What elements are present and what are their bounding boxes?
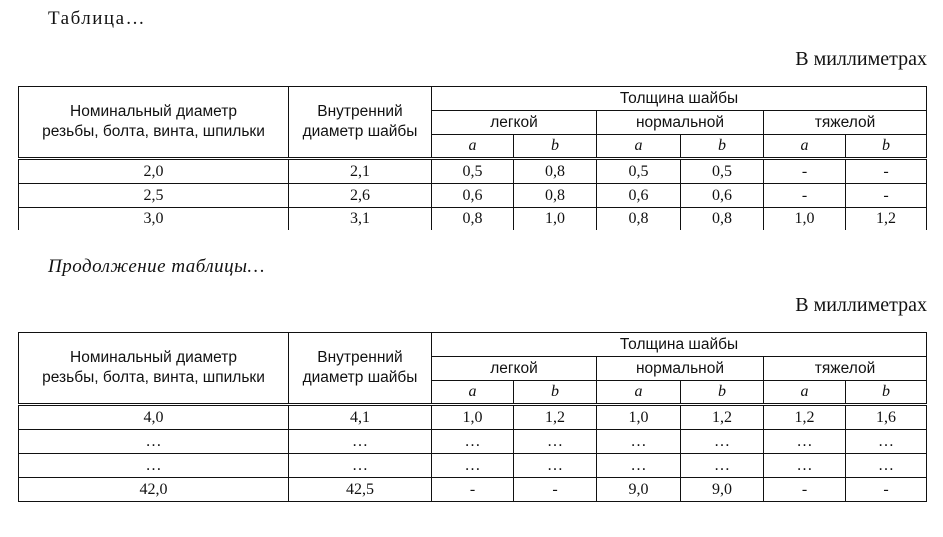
header-sub-b: b bbox=[846, 135, 927, 159]
header-group-normal: нормальной bbox=[597, 357, 764, 381]
header-sub-a: a bbox=[764, 135, 846, 159]
header-sub-a: a bbox=[764, 381, 846, 405]
header-group-heavy: тяжелой bbox=[764, 111, 927, 135]
table-cell: … bbox=[289, 430, 432, 454]
table-cell: 1,0 bbox=[597, 405, 681, 430]
table-cell: - bbox=[764, 159, 846, 184]
table-row bbox=[19, 208, 927, 231]
table-cell: 3,0 bbox=[19, 208, 289, 231]
table-cell: - bbox=[846, 184, 927, 208]
units-label: В миллиметрах bbox=[795, 48, 927, 70]
table-cell: 0,5 bbox=[681, 159, 764, 184]
header-thickness: Толщина шайбы bbox=[432, 333, 927, 357]
table-caption: Таблица… bbox=[48, 8, 147, 29]
header-sub-b: b bbox=[514, 135, 597, 159]
table-cell: 4,0 bbox=[19, 405, 289, 430]
header-sub-a: a bbox=[597, 381, 681, 405]
table-cell: 0,8 bbox=[432, 208, 514, 231]
table-cell: 0,5 bbox=[432, 159, 514, 184]
table-cell: 1,2 bbox=[514, 405, 597, 430]
header-group-light: легкой bbox=[432, 111, 597, 135]
header-sub-b: b bbox=[681, 135, 764, 159]
table-cell: 2,0 bbox=[19, 159, 289, 184]
table-cell: 0,6 bbox=[597, 184, 681, 208]
table-cell: … bbox=[681, 430, 764, 454]
table-cell: 0,8 bbox=[681, 208, 764, 231]
header-sub-b: b bbox=[514, 381, 597, 405]
table-cell: - bbox=[846, 478, 927, 502]
header-group-normal: нормальной bbox=[597, 111, 764, 135]
header-sub-b: b bbox=[681, 381, 764, 405]
header-inner-diameter: Внутренний диаметр шайбы bbox=[289, 87, 432, 159]
table-cell: - bbox=[846, 159, 927, 184]
units-label: В миллиметрах bbox=[795, 294, 927, 316]
table-cell: 0,8 bbox=[514, 184, 597, 208]
table-cell: … bbox=[846, 454, 927, 478]
header-inner-diameter: Внутренний диаметр шайбы bbox=[289, 333, 432, 405]
header-thickness: Толщина шайбы bbox=[432, 87, 927, 111]
table-cell: 1,0 bbox=[432, 405, 514, 430]
table-cell: 2,5 bbox=[19, 184, 289, 208]
header-sub-a: a bbox=[432, 135, 514, 159]
table-cell: 1,2 bbox=[846, 208, 927, 231]
table-row bbox=[19, 184, 927, 208]
table-cell: … bbox=[19, 430, 289, 454]
table-cell: 2,1 bbox=[289, 159, 432, 184]
table-cell: 4,1 bbox=[289, 405, 432, 430]
table-cell: 9,0 bbox=[597, 478, 681, 502]
table-row bbox=[19, 405, 927, 430]
table-cell: 42,5 bbox=[289, 478, 432, 502]
table-cell: 1,0 bbox=[764, 208, 846, 231]
table-row bbox=[19, 478, 927, 502]
table-cell: - bbox=[432, 478, 514, 502]
header-sub-a: a bbox=[432, 381, 514, 405]
table-cell: 1,2 bbox=[681, 405, 764, 430]
header-nominal-diameter: Номинальный диаметр резьбы, болта, винта, шпильки bbox=[19, 333, 289, 405]
table-cell: 0,8 bbox=[597, 208, 681, 231]
table-cell: 1,0 bbox=[514, 208, 597, 231]
table-cell: 1,6 bbox=[846, 405, 927, 430]
table-cell: - bbox=[764, 184, 846, 208]
table-cell: … bbox=[846, 430, 927, 454]
header-group-light: легкой bbox=[432, 357, 597, 381]
table-cell: … bbox=[432, 454, 514, 478]
table-cell: 1,2 bbox=[764, 405, 846, 430]
table-cell: 42,0 bbox=[19, 478, 289, 502]
table-row bbox=[19, 454, 927, 478]
table-cell: 9,0 bbox=[681, 478, 764, 502]
table-cell: 0,8 bbox=[514, 159, 597, 184]
table-cell: … bbox=[764, 430, 846, 454]
table-cell: … bbox=[514, 454, 597, 478]
table-cell: 3,1 bbox=[289, 208, 432, 231]
table-cell: - bbox=[764, 478, 846, 502]
table-cell: 0,6 bbox=[681, 184, 764, 208]
table-cell: … bbox=[597, 430, 681, 454]
table-cell: … bbox=[681, 454, 764, 478]
table-cell: - bbox=[514, 478, 597, 502]
table-cell: … bbox=[19, 454, 289, 478]
header-group-heavy: тяжелой bbox=[764, 357, 927, 381]
table-row bbox=[19, 159, 927, 184]
header-sub-b: b bbox=[846, 381, 927, 405]
washer-table bbox=[18, 86, 927, 230]
table-cell: … bbox=[432, 430, 514, 454]
washer-table-continuation bbox=[18, 332, 927, 502]
header-sub-a: a bbox=[597, 135, 681, 159]
table-cell: … bbox=[289, 454, 432, 478]
table-continuation-caption: Продолжение таблицы… bbox=[48, 256, 265, 277]
table-cell: 2,6 bbox=[289, 184, 432, 208]
table-cell: 0,5 bbox=[597, 159, 681, 184]
header-nominal-diameter: Номинальный диаметр резьбы, болта, винта, шпильки bbox=[19, 87, 289, 159]
table-cell: … bbox=[514, 430, 597, 454]
table-cell: … bbox=[764, 454, 846, 478]
table-cell: … bbox=[597, 454, 681, 478]
table-row bbox=[19, 430, 927, 454]
table-cell: 0,6 bbox=[432, 184, 514, 208]
